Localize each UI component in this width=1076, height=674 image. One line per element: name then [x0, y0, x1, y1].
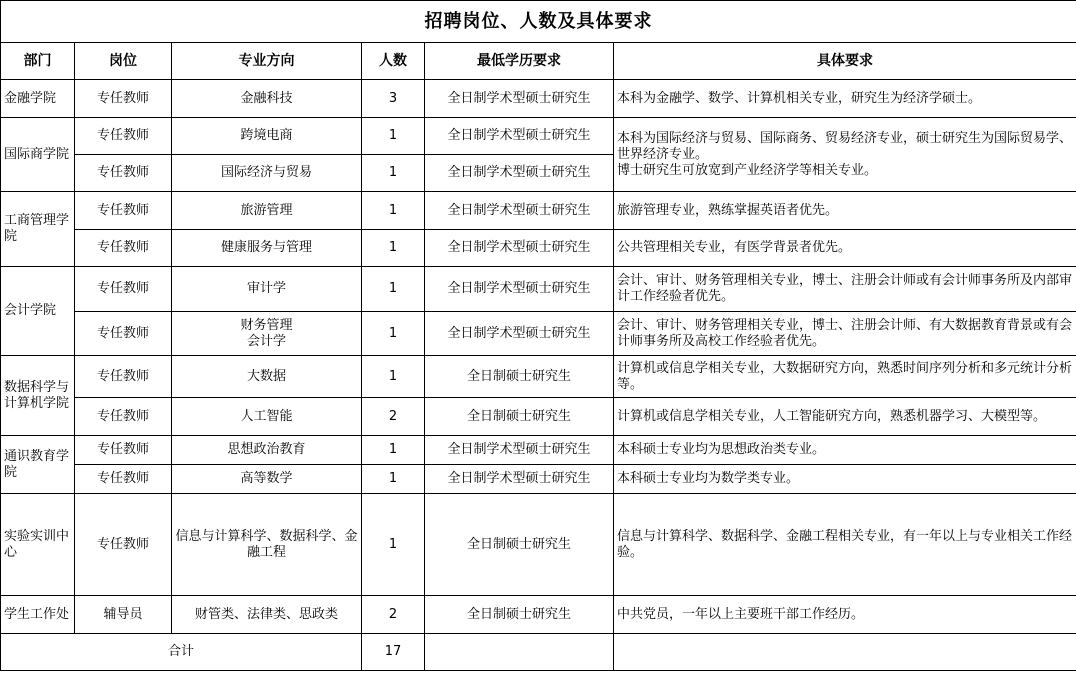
dept-cell: 金融学院: [1, 80, 75, 118]
dept-cell: 国际商学院: [1, 118, 75, 192]
count-cell: 1: [362, 465, 425, 494]
edu-cell: 全日制学术型硕士研究生: [425, 436, 614, 465]
dept-cell: 实验实训中心: [1, 494, 75, 596]
count-cell: 1: [362, 267, 425, 312]
post-cell: 专任教师: [75, 312, 172, 356]
major-cell: 旅游管理: [172, 192, 362, 230]
count-cell: 1: [362, 494, 425, 596]
header-req: 具体要求: [614, 43, 1076, 80]
count-cell: 1: [362, 192, 425, 230]
req-cell: 本科为金融学、数学、计算机相关专业，研究生为经济学硕士。: [614, 80, 1076, 118]
total-label: 合计: [1, 634, 362, 671]
table-row: [1, 312, 1076, 356]
req-cell: 信息与计算科学、数据科学、金融工程相关专业，有一年以上与专业相关工作经验。: [614, 494, 1076, 596]
post-cell: 专任教师: [75, 230, 172, 267]
post-cell: 专任教师: [75, 356, 172, 398]
edu-cell: 全日制学术型硕士研究生: [425, 230, 614, 267]
table-title: 招聘岗位、人数及具体要求: [1, 1, 1076, 43]
dept-cell: 会计学院: [1, 267, 75, 356]
edu-cell: 全日制学术型硕士研究生: [425, 80, 614, 118]
table-row: [1, 192, 1076, 230]
edu-cell: 全日制学术型硕士研究生: [425, 155, 614, 192]
major-cell: 高等数学: [172, 465, 362, 494]
header-dept: 部门: [1, 43, 75, 80]
req-cell: 本科为国际经济与贸易、国际商务、贸易经济专业，硕士研究生为国际贸易学、世界经济专业。 博士研究生可放宽到产业经济学等相关专业。: [614, 118, 1076, 192]
header-major: 专业方向: [172, 43, 362, 80]
edu-cell: 全日制学术型硕士研究生: [425, 312, 614, 356]
post-cell: 专任教师: [75, 80, 172, 118]
count-cell: 1: [362, 118, 425, 155]
count-cell: 3: [362, 80, 425, 118]
table-row: [1, 356, 1076, 398]
dept-cell: 学生工作处: [1, 596, 75, 634]
header-post: 岗位: [75, 43, 172, 80]
table-row: [1, 267, 1076, 312]
total-req-cell: [614, 634, 1076, 671]
major-cell: 人工智能: [172, 398, 362, 436]
post-cell: 专任教师: [75, 267, 172, 312]
major-cell: 大数据: [172, 356, 362, 398]
count-cell: 1: [362, 155, 425, 192]
table-row: [1, 465, 1076, 494]
edu-cell: 全日制学术型硕士研究生: [425, 118, 614, 155]
count-cell: 2: [362, 596, 425, 634]
table-row: [1, 494, 1076, 596]
major-cell: 思想政治教育: [172, 436, 362, 465]
edu-cell: 全日制硕士研究生: [425, 494, 614, 596]
dept-cell: 通识教育学院: [1, 436, 75, 494]
post-cell: 辅导员: [75, 596, 172, 634]
count-cell: 1: [362, 312, 425, 356]
table-row: [1, 596, 1076, 634]
count-cell: 1: [362, 230, 425, 267]
edu-cell: 全日制硕士研究生: [425, 398, 614, 436]
req-cell: 公共管理相关专业，有医学背景者优先。: [614, 230, 1076, 267]
total-row: [1, 634, 1076, 671]
edu-cell: 全日制学术型硕士研究生: [425, 192, 614, 230]
count-cell: 1: [362, 436, 425, 465]
req-cell: 旅游管理专业，熟练掌握英语者优先。: [614, 192, 1076, 230]
header-edu: 最低学历要求: [425, 43, 614, 80]
post-cell: 专任教师: [75, 155, 172, 192]
major-cell: 财务管理 会计学: [172, 312, 362, 356]
major-cell: 财管类、法律类、思政类: [172, 596, 362, 634]
major-cell: 审计学: [172, 267, 362, 312]
post-cell: 专任教师: [75, 192, 172, 230]
dept-cell: 工商管理学院: [1, 192, 75, 267]
total-count: 17: [362, 634, 425, 671]
post-cell: 专任教师: [75, 494, 172, 596]
table-row: [1, 118, 1076, 155]
major-cell: 健康服务与管理: [172, 230, 362, 267]
req-cell: 中共党员，一年以上主要班干部工作经历。: [614, 596, 1076, 634]
edu-cell: 全日制学术型硕士研究生: [425, 267, 614, 312]
major-cell: 信息与计算科学、数据科学、金融工程: [172, 494, 362, 596]
edu-cell: 全日制硕士研究生: [425, 596, 614, 634]
req-cell: 会计、审计、财务管理相关专业，博士、注册会计师或有会计师事务所及内部审计工作经验者优先。: [614, 267, 1076, 312]
post-cell: 专任教师: [75, 465, 172, 494]
post-cell: 专任教师: [75, 398, 172, 436]
post-cell: 专任教师: [75, 118, 172, 155]
total-edu-cell: [425, 634, 614, 671]
req-cell: 本科硕士专业均为思想政治类专业。: [614, 436, 1076, 465]
major-cell: 金融科技: [172, 80, 362, 118]
major-cell: 国际经济与贸易: [172, 155, 362, 192]
req-cell: 计算机或信息学相关专业，人工智能研究方向，熟悉机器学习、大模型等。: [614, 398, 1076, 436]
table-row: [1, 230, 1076, 267]
count-cell: 2: [362, 398, 425, 436]
req-cell: 计算机或信息学相关专业，大数据研究方向，熟悉时间序列分析和多元统计分析等。: [614, 356, 1076, 398]
req-cell: 本科硕士专业均为数学类专业。: [614, 465, 1076, 494]
req-cell: 会计、审计、财务管理相关专业，博士、注册会计师、有大数据教育背景或有会计师事务所及高校工作经验者优先。: [614, 312, 1076, 356]
dept-cell: 数据科学与计算机学院: [1, 356, 75, 436]
table-row: [1, 436, 1076, 465]
post-cell: 专任教师: [75, 436, 172, 465]
count-cell: 1: [362, 356, 425, 398]
edu-cell: 全日制硕士研究生: [425, 356, 614, 398]
table-row: [1, 398, 1076, 436]
edu-cell: 全日制学术型硕士研究生: [425, 465, 614, 494]
major-cell: 跨境电商: [172, 118, 362, 155]
table-row: [1, 80, 1076, 118]
header-count: 人数: [362, 43, 425, 80]
